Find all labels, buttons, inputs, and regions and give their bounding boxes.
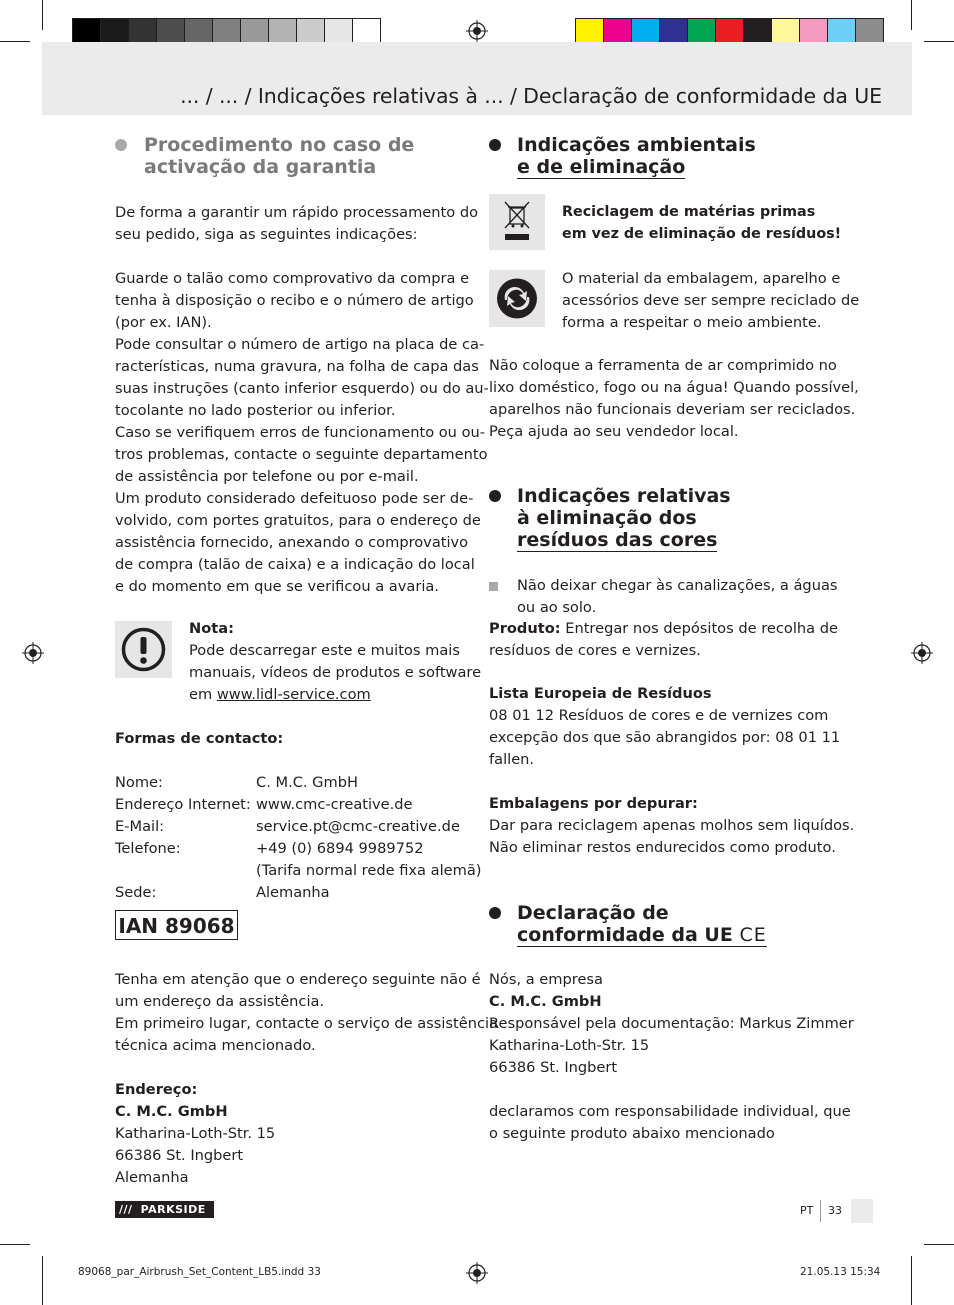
crop-mark xyxy=(42,0,43,30)
address-heading: Endereço: xyxy=(115,1081,198,1098)
color-swatch xyxy=(659,18,688,45)
color-swatch xyxy=(72,18,101,45)
color-swatch xyxy=(687,18,716,45)
recycle-icon-box xyxy=(489,194,545,250)
address-lines: Katharina-Loth-Str. 15 66386 St. Ingbert Alemanha xyxy=(115,1125,276,1186)
contact-label: Sede: xyxy=(115,884,157,901)
section-bullet xyxy=(115,139,127,151)
parkside-logo: /// PARKSIDE xyxy=(115,1201,214,1218)
lidl-service-link[interactable]: www.lidl-service.com xyxy=(216,686,371,703)
product-paragraph: Produto: Entregar nos depósitos de recolha de resíduos de cores e vernizes. xyxy=(489,620,838,659)
color-swatch xyxy=(771,18,800,45)
packaging-heading: Embalagens por depurar: xyxy=(489,795,698,812)
color-swatch xyxy=(575,18,604,45)
recycle-text: Reciclagem de matérias primas em vez de eliminação de resíduos! xyxy=(562,204,842,242)
language-code: PT xyxy=(800,1204,814,1217)
crossed-bin-icon xyxy=(489,194,545,250)
green-dot-icon xyxy=(489,270,545,327)
greendot-text: O material da embalagem, aparelho e acessórios deve ser sempre reciclado de forma a respeitar o meio ambiente. xyxy=(562,270,860,331)
declaration-lines: Responsável pela documentação: Markus Zimmer Katharina-Loth-Str. 15 66386 St. Ingbert xyxy=(489,1015,854,1076)
note-text: Pode descarregar este e muitos mais manuais, vídeos de produtos e software em www.lidl-service.com xyxy=(189,642,482,703)
exclamation-icon xyxy=(115,621,172,678)
environment-body: Não coloque a ferramenta de ar comprimido no lixo doméstico, fogo ou na água! Quando possível, aparelhos não funcionais deveriam ser reciclados. Peça ajuda ao seu vendedor local. xyxy=(489,357,859,440)
note-heading: Nota: xyxy=(189,620,234,637)
note-icon-box xyxy=(115,621,172,678)
color-swatch xyxy=(855,18,884,45)
crop-mark xyxy=(42,1256,43,1305)
indd-filename: 89068_par_Airbrush_Set_Content_LB5.indd 33 xyxy=(78,1266,321,1278)
packaging-text: Dar para reciclagem apenas molhos sem liquídos. Não eliminar restos endurecidos como produto. xyxy=(489,817,855,856)
contact-value: www.cmc-creative.de xyxy=(256,796,413,813)
section-bullet xyxy=(489,490,501,502)
color-swatch xyxy=(827,18,856,45)
declaration-end: declaramos com responsabilidade individual, que o seguinte produto abaixo mencionado xyxy=(489,1103,851,1142)
section-title-environment: Indicações ambientais e de eliminação xyxy=(517,134,756,178)
contact-label: E-Mail: xyxy=(115,818,165,835)
crop-mark xyxy=(0,41,30,42)
paint-bullet-text: Não deixar chegar às canalizações, a águas ou ao solo. xyxy=(517,577,838,616)
section-title-declaration: Declaração de conformidade da UE CE xyxy=(517,902,767,946)
crop-mark xyxy=(0,1244,30,1245)
contact-label: Endereço Internet: xyxy=(115,796,251,813)
color-swatch xyxy=(799,18,828,45)
color-swatch xyxy=(240,18,269,45)
declaration-intro: Nós, a empresa xyxy=(489,971,603,988)
section-title-paint-disposal: Indicações relativas à eliminação dos resíduos das cores xyxy=(517,485,731,551)
color-swatch xyxy=(743,18,772,45)
registration-mark-icon xyxy=(911,642,933,664)
page-number: 33 xyxy=(828,1204,842,1217)
waste-list-text: 08 01 12 Resíduos de cores e de vernizes com excepção dos que são abrangidos por: 08 01 11 fallen. xyxy=(489,707,841,768)
crop-mark xyxy=(911,0,912,30)
address-company: C. M.C. GmbH xyxy=(115,1103,228,1120)
section-bullet xyxy=(489,907,501,919)
crop-mark xyxy=(924,41,954,42)
registration-mark-icon xyxy=(466,20,488,42)
contact-value: Alemanha xyxy=(256,884,330,901)
contact-value: C. M.C. GmbH xyxy=(256,774,358,791)
section-title-warranty: Procedimento no caso de activação da garantia xyxy=(144,134,415,178)
print-timestamp: 21.05.13 15:34 xyxy=(800,1266,881,1278)
contact-value: (Tarifa normal rede fixa alemã) xyxy=(256,862,482,879)
warranty-body: Guarde o talão como comprovativo da compra e tenha à disposição o recibo e o número de artigo (por ex. IAN). Pode consultar o número de artigo na placa de ca- racterísticas, numa gravura, na folha de capa das suas instruções (canto inferior esquerdo) ou do au- tocolante no lado posterior ou inferior. Caso se verifiquem erros de funcionamento ou ou- tros problemas, contacte o seguinte departamento de assistência por telefone ou por e-mail. Um produto considerado defeituoso pode ser de- volvido, com portes gratuitos, para o endereço de assistência fornecido, anexando o comprovativo de compra (talão de caixa) e a indicação do local e do momento em que se verificou a avaria. xyxy=(115,270,489,595)
color-swatch xyxy=(603,18,632,45)
declaration-company: C. M.C. GmbH xyxy=(489,993,602,1010)
color-swatch xyxy=(715,18,744,45)
square-bullet xyxy=(489,582,498,591)
footer-divider xyxy=(820,1200,821,1222)
contact-label: Telefone: xyxy=(115,840,181,857)
warranty-intro: De forma a garantir um rápido processamento do seu pedido, siga as seguintes indicações: xyxy=(115,204,479,243)
address-note: Tenha em atenção que o endereço seguinte não é um endereço da assistência. Em primeiro lugar, contacte o serviço de assistência técnica acima mencionado. xyxy=(115,971,499,1054)
color-swatch xyxy=(324,18,353,45)
color-swatch xyxy=(156,18,185,45)
color-swatch xyxy=(100,18,129,45)
color-swatch xyxy=(184,18,213,45)
crop-mark xyxy=(924,1244,954,1245)
section-bullet xyxy=(489,139,501,151)
color-swatch xyxy=(212,18,241,45)
contact-label: Nome: xyxy=(115,774,163,791)
registration-mark-icon xyxy=(22,642,44,664)
color-swatch xyxy=(631,18,660,45)
waste-list-heading: Lista Europeia de Resíduos xyxy=(489,685,712,702)
page-title: ... / ... / Indicações relativas à ... / Declaração de conformidade da UE xyxy=(180,84,882,108)
page-number-tab xyxy=(851,1199,873,1223)
ce-mark: CE xyxy=(739,924,767,946)
contact-value: +49 (0) 6894 9989752 xyxy=(256,840,424,857)
registration-mark-icon xyxy=(466,1262,488,1284)
contact-value: service.pt@cmc-creative.de xyxy=(256,818,460,835)
greendot-icon-box xyxy=(489,270,545,327)
color-swatch xyxy=(128,18,157,45)
crop-mark xyxy=(911,1256,912,1305)
color-swatch xyxy=(352,18,381,45)
contact-heading: Formas de contacto: xyxy=(115,730,284,747)
color-swatch xyxy=(296,18,325,45)
color-swatch xyxy=(268,18,297,45)
ian-badge: IAN 89068 xyxy=(115,910,238,940)
